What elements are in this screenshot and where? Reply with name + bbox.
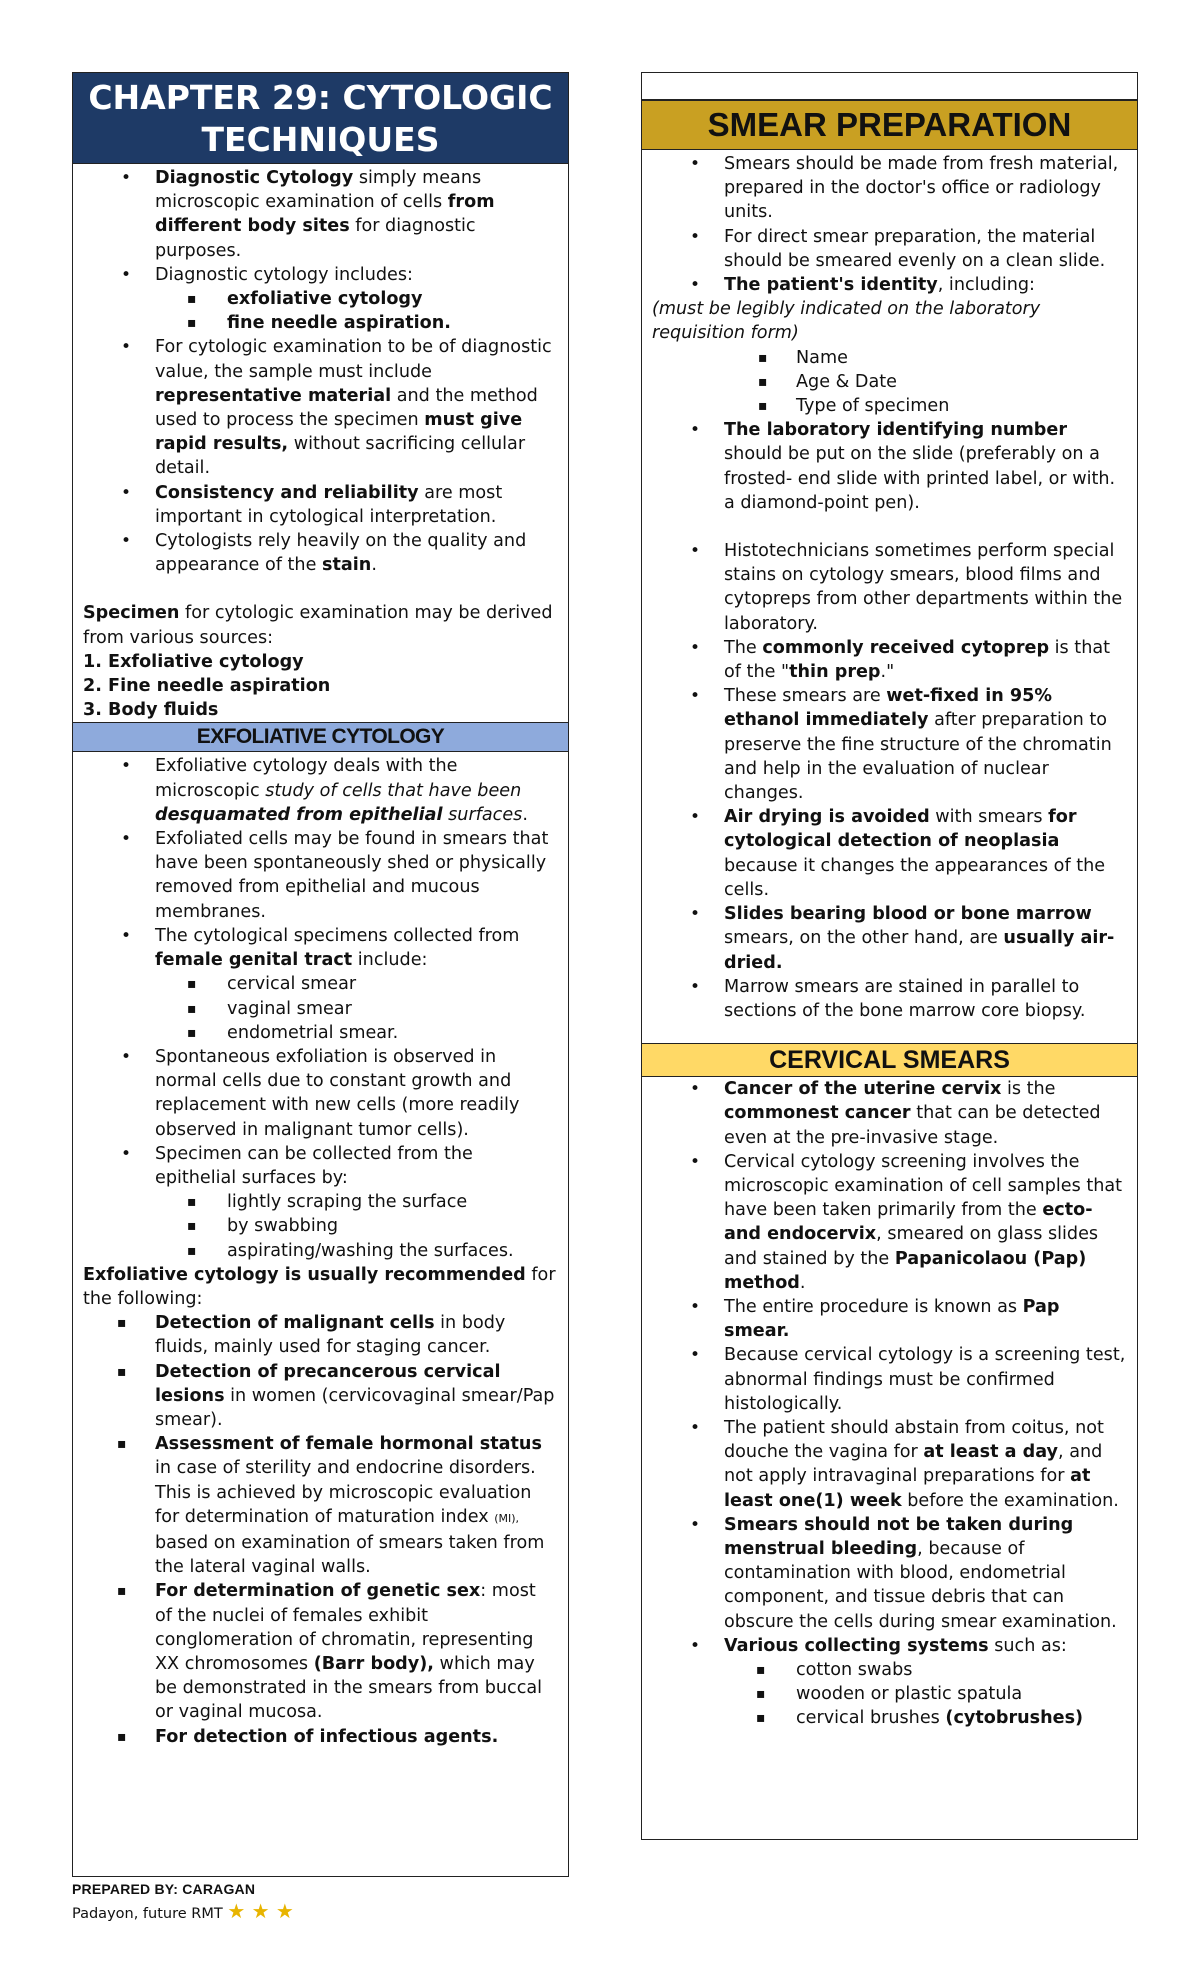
recommended-paragraph: Exfoliative cytology is usually recommended for the following: bbox=[83, 1264, 556, 1309]
right-column bbox=[641, 72, 1138, 1840]
list-item: • For cytologic examination to be of diagnostic value, the sample must include representative material and the method used to process the specimen must give rapid results, without sacrificing cellular detail. bbox=[83, 335, 558, 480]
list-item: • The patient's identity, including: bbox=[652, 273, 1127, 297]
left-column bbox=[72, 72, 569, 1877]
list-item: • Cervical cytology screening involves the microscopic examination of cell samples that have been taken primarily from the ecto- and endocervix, smeared on glass slides and stained by the Papanicolaou (Pap) method. bbox=[652, 1150, 1127, 1295]
list-item: • Histotechnicians sometimes perform special stains on cytology smears, blood films and cytopreps from other departments within the laboratory. bbox=[652, 539, 1127, 636]
cervical-section bbox=[642, 1077, 1137, 1730]
motto: Padayon, future RMT bbox=[72, 1906, 223, 1922]
list-item: • These smears are wet-fixed in 95% ethanol immediately after preparation to preserve the fine structure of the chromatin and help in the evaluation of nuclear changes. bbox=[652, 684, 1127, 805]
star-icon: ★ ★ ★ bbox=[227, 1899, 294, 1923]
list-item: ▪ wooden or plastic spatula bbox=[652, 1682, 1127, 1706]
list-item: • Air drying is avoided with smears for cytological detection of neoplasia because it changes the appearances of the cells. bbox=[652, 805, 1127, 902]
list-item: • Exfoliated cells may be found in smears that have been spontaneously shed or physically removed from epithelial and mucous membranes. bbox=[83, 827, 558, 924]
list-item: • For direct smear preparation, the material should be smeared evenly on a clean slide. bbox=[652, 225, 1127, 273]
cervical-smears-header: CERVICAL SMEARS bbox=[642, 1043, 1137, 1077]
list-item: • Cancer of the uterine cervix is the commonest cancer that can be detected even at the pre-invasive stage. bbox=[652, 1077, 1127, 1150]
list-item: ▪ Assessment of female hormonal status in case of sterility and endocrine disorders. This is achieved by microscopic evaluation for determination of maturation index (MI), based on examination of smears taken from the lateral vaginal walls. bbox=[83, 1432, 558, 1579]
list-item: • Diagnostic cytology includes: ▪ exfoliative cytology ▪ fine needle aspiration. bbox=[83, 263, 558, 336]
list-item: • The patient should abstain from coitus, not douche the vagina for at least a day, and not apply intravaginal preparations for at least one(1) week before the examination. bbox=[652, 1416, 1127, 1513]
list-item: ▪ Detection of malignant cells in body fluids, mainly used for staging cancer. bbox=[83, 1311, 558, 1359]
list-item: ▪ Detection of precancerous cervical lesions in women (cervicovaginal smear/Pap smear). bbox=[83, 1360, 558, 1433]
list-item: ▪ Type of specimen bbox=[724, 394, 1127, 418]
exfoliative-cytology-header: EXFOLIATIVE CYTOLOGY bbox=[73, 722, 568, 752]
list-item: • Consistency and reliability are most important in cytological interpretation. bbox=[83, 481, 558, 529]
specimen-source: 1. Exfoliative cytology bbox=[83, 651, 304, 672]
list-item: • The cytological specimens collected from female genital tract include: ▪ cervical smear ▪ vaginal smear ▪ endometrial smear. bbox=[83, 924, 558, 1045]
list-item: ▪ endometrial smear. bbox=[83, 1021, 558, 1045]
list-item: ▪ lightly scraping the surface bbox=[83, 1190, 558, 1214]
list-item: • Because cervical cytology is a screening test, abnormal findings must be confirmed histologically. bbox=[652, 1343, 1127, 1416]
intro-section bbox=[73, 164, 568, 722]
identity-note: (must be legibly indicated on the laboratory requisition form) bbox=[652, 299, 1041, 344]
smear-preparation-header: SMEAR PREPARATION bbox=[642, 100, 1137, 150]
list-item: • Cytologists rely heavily on the quality and appearance of the stain. bbox=[83, 529, 558, 577]
list-item: • Spontaneous exfoliation is observed in normal cells due to constant growth and replacement with new cells (more readily observed in malignant tumor cells). bbox=[83, 1045, 558, 1142]
list-item: • Smears should not be taken during menstrual bleeding, because of contamination with blood, endometrial component, and tissue debris that can obscure the cells during smear examination. bbox=[652, 1513, 1127, 1634]
specimen-source: 2. Fine needle aspiration bbox=[83, 676, 331, 697]
list-item: • Diagnostic Cytology simply means microscopic examination of cells from different body sites for diagnostic purposes. bbox=[83, 166, 558, 263]
list-item: • Smears should be made from fresh material, prepared in the doctor's office or radiology units. bbox=[652, 152, 1127, 225]
specimen-source: 3. Body fluids bbox=[83, 700, 219, 721]
footer bbox=[72, 1878, 294, 1925]
list-item: • The laboratory identifying number should be put on the slide (preferably on a frosted- end slide with printed label, or with. a diamond-point pen). bbox=[652, 418, 1127, 515]
list-item: • The commonly received cytoprep is that of the "thin prep." bbox=[652, 636, 1127, 684]
list-item: ▪ For determination of genetic sex: most of the nuclei of females exhibit conglomeration of chromatin, representing XX chromosomes (Barr body), which may be demonstrated in the smears from buccal or vaginal mucosa. bbox=[83, 1579, 558, 1724]
list-item: • Slides bearing blood or bone marrow smears, on the other hand, are usually air-dried. bbox=[652, 902, 1127, 975]
list-item: • Specimen can be collected from the epithelial surfaces by: ▪ lightly scraping the surface ▪ by swabbing ▪ aspirating/washing the surfaces. bbox=[83, 1142, 558, 1263]
list-item: ▪ exfoliative cytology bbox=[83, 287, 558, 311]
list-item: ▪ fine needle aspiration. bbox=[83, 311, 558, 335]
list-item: • Various collecting systems such as: ▪ cotton swabs ▪ wooden or plastic spatula ▪ cervical brushes (cytobrushes) bbox=[652, 1634, 1127, 1731]
list-item: ▪ cervical smear bbox=[83, 972, 558, 996]
list-item: ▪ Name bbox=[724, 346, 1127, 370]
exfoliative-section bbox=[73, 752, 568, 1748]
list-item: ▪ by swabbing bbox=[83, 1214, 558, 1238]
list-item: ▪ For detection of infectious agents. bbox=[83, 1725, 558, 1749]
chapter-title: CHAPTER 29: CYTOLOGIC TECHNIQUES bbox=[73, 73, 568, 164]
motto-line bbox=[72, 1900, 294, 1925]
list-item: • The entire procedure is known as Pap smear. bbox=[652, 1295, 1127, 1343]
list-item: ▪ vaginal smear bbox=[83, 997, 558, 1021]
top-blank-row bbox=[642, 73, 1137, 100]
list-item: ▪ cervical brushes (cytobrushes) bbox=[652, 1706, 1127, 1730]
list-item: ▪ aspirating/washing the surfaces. bbox=[83, 1239, 558, 1263]
list-item: • Marrow smears are stained in parallel to sections of the bone marrow core biopsy. bbox=[652, 975, 1127, 1023]
prepared-by: PREPARED BY: CARAGAN bbox=[72, 1881, 256, 1897]
list-item: ▪ cotton swabs bbox=[652, 1658, 1127, 1682]
smear-section bbox=[642, 150, 1137, 1043]
list-item: • Exfoliative cytology deals with the microscopic study of cells that have been desquamated from epithelial surfaces. bbox=[83, 754, 558, 827]
list-item: ▪ Age & Date bbox=[724, 370, 1127, 394]
specimen-paragraph: Specimen for cytologic examination may be derived from various sources: bbox=[83, 603, 553, 648]
